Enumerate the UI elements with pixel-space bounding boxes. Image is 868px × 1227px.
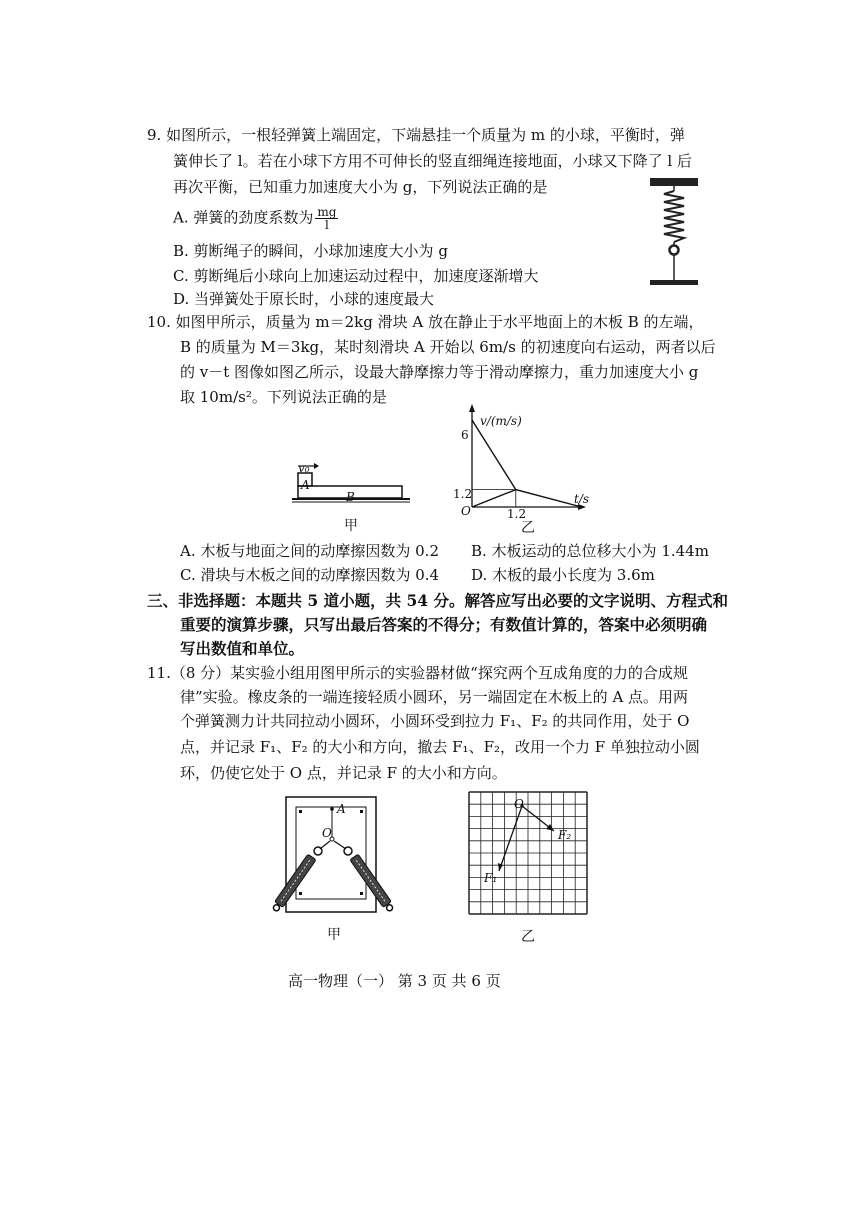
- force-f1-arrow: [499, 806, 522, 871]
- q9-fraction-num: mg: [317, 205, 337, 219]
- q11-line2: 律”实验。橡皮条的一端连接轻质小圆环，另一端固定在木板上的 A 点。用两: [180, 688, 689, 706]
- fig10a-board-label: B: [346, 490, 355, 504]
- page-footer: 高一物理（一） 第 3 页 共 6 页: [288, 972, 501, 990]
- fig10a-v0-label: v₀: [298, 461, 310, 475]
- q11-line5: 环，仍使它处于 O 点，并记录 F 的大小和方向。: [180, 764, 507, 782]
- vt-chart-series: [472, 420, 582, 507]
- fig11b-caption: 乙: [521, 929, 535, 945]
- vt-ylabel: v/(m/s): [480, 414, 522, 428]
- fig11a-caption: 甲: [327, 927, 341, 943]
- section3-line3: 写出数值和单位。: [180, 639, 305, 658]
- q11-line3: 个弹簧测力计共同拉动小圆环，小圆环受到拉力 F₁、F₂ 的共同作用，处于 O: [180, 712, 690, 730]
- q10-line2: B 的质量为 M＝3kg，某时刻滑块 A 开始以 6m/s 的初速度向右运动，两者以后: [180, 338, 716, 356]
- fig10a-block-label: A: [301, 478, 310, 492]
- vt-xtick-1-2: 1.2: [507, 507, 527, 521]
- q11-line1: 11.（8 分）某实验小组用图甲所示的实验器材做“探究两个互成角度的力的合成规: [147, 664, 688, 682]
- q9-line1: 9. 如图所示，一根轻弹簧上端固定，下端悬挂一个质量为 m 的小球，平衡时，弹: [147, 126, 685, 144]
- fig11a-point-a: A: [337, 802, 346, 816]
- fig11b-f1-label: F₁: [484, 871, 498, 885]
- fig11b-point-o: O: [514, 797, 524, 811]
- q10-line4: 取 10m/s²。下列说法正确的是: [180, 388, 387, 406]
- q9-option-c: C. 剪断绳后小球向上加速运动过程中，加速度逐渐增大: [173, 267, 539, 285]
- q10-option-d: D. 木板的最小长度为 3.6m: [471, 566, 655, 584]
- q10-line3: 的 v－t 图像如图乙所示，设最大静摩擦力等于滑动摩擦力，重力加速度大小 g: [180, 363, 699, 381]
- force-grid-figure: [468, 791, 588, 916]
- q9-option-d: D. 当弹簧处于原长时，小球的速度最大: [173, 290, 435, 308]
- vt-caption: 乙: [521, 520, 535, 536]
- q9-line2: 簧伸长了 l。若在小球下方用不可伸长的竖直细绳连接地面，小球又下降了 l 后: [173, 152, 692, 170]
- vt-y-arrow: [469, 404, 475, 412]
- q9-option-b: B. 剪断绳子的瞬间，小球加速度大小为 g: [173, 242, 448, 260]
- q9-fraction-den: l: [324, 218, 329, 232]
- q9-option-a-text: A. 弹簧的劲度系数为: [173, 208, 314, 227]
- vt-xlabel: t/s: [574, 492, 590, 506]
- q10-line1: 10. 如图甲所示，质量为 m＝2kg 滑块 A 放在静止于水平地面上的木板 B 的左端，: [147, 313, 704, 331]
- force-board-figure: [272, 795, 384, 925]
- vt-ytick-6: 6: [461, 428, 469, 442]
- fig11a-point-o: O: [322, 826, 332, 840]
- q10-option-a: A. 木板与地面之间的动摩擦因数为 0.2: [180, 542, 439, 560]
- q10-option-c: C. 滑块与木板之间的动摩擦因数为 0.4: [180, 566, 440, 584]
- section3-line1: 三、非选择题：本题共 5 道小题，共 54 分。解答应写出必要的文字说明、方程式和: [147, 591, 728, 610]
- vt-origin: O: [461, 504, 471, 518]
- fig11b-f2-label: F₂: [558, 828, 572, 842]
- section3-line2: 重要的演算步骤，只写出最后答案的不得分；有数值计算的，答案中必须明确: [180, 615, 708, 634]
- fig10a-caption: 甲: [344, 518, 358, 534]
- q10-option-b: B. 木板运动的总位移大小为 1.44m: [471, 542, 709, 560]
- vt-series-line-1: [472, 420, 582, 507]
- vt-ytick-1-2: 1.2: [453, 487, 473, 501]
- q11-line4: 点，并记录 F₁、F₂ 的大小和方向，撤去 F₁、F₂，改用一个力 F 单独拉动小圆: [180, 738, 700, 756]
- q9-line3: 再次平衡，已知重力加速度大小为 g，下列说法正确的是: [173, 178, 548, 196]
